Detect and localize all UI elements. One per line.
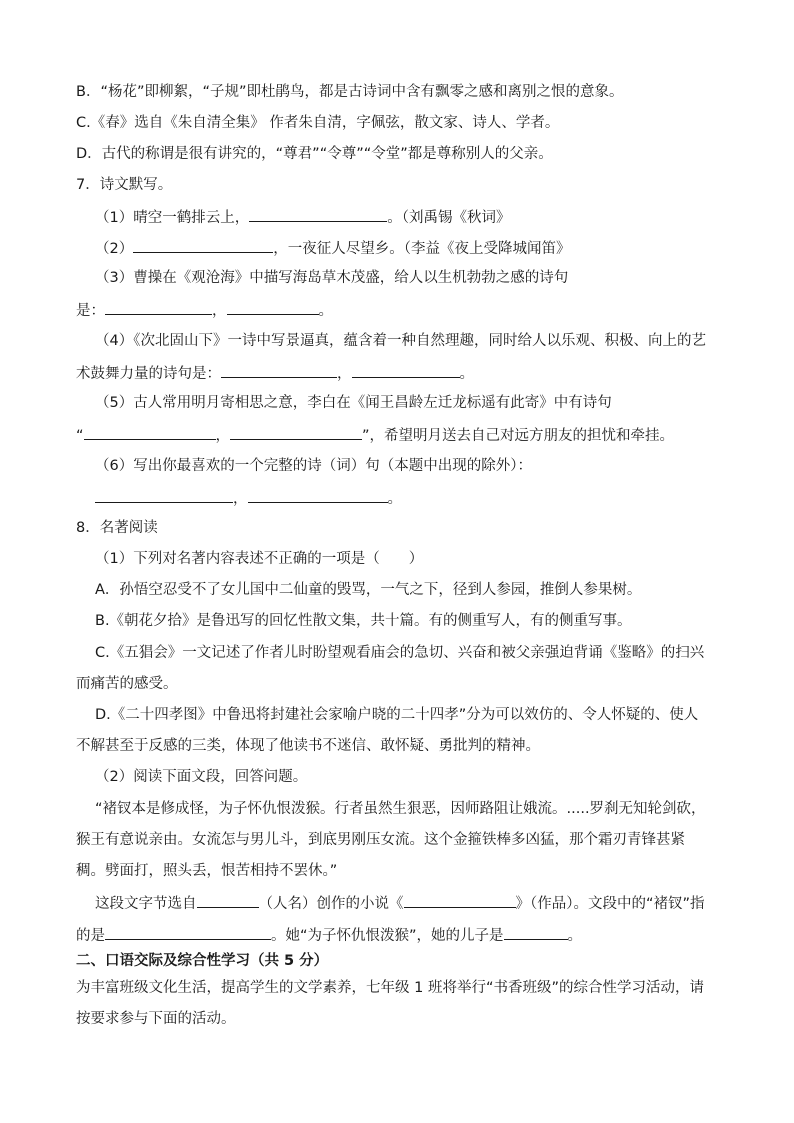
q8-fill-text-4: 的是 <box>76 928 105 944</box>
section-2-heading: 二、口语交际及综合性学习（共 5 分） <box>76 953 329 969</box>
option-b-imagery: B．“杨花”即柳絮，“子规”即杜鹃鸟，都是古诗词中含有飘零之感和离别之恨的意象。 <box>76 84 624 100</box>
answer-blank[interactable] <box>221 362 337 378</box>
question-8-title: 8．名著阅读 <box>76 520 158 536</box>
q8-option-c: C.《五猖会》一文记述了作者儿时盼望观看庙会的急切、兴奋和被父亲强迫背诵《鉴略》的扫兴 <box>95 645 705 661</box>
q8-fill-text-5: 。她“为子怀仇恨泼猴”，她的儿子是 <box>271 928 504 944</box>
q7-item-6-answer <box>95 487 718 509</box>
q7-item-4-answer <box>76 362 718 384</box>
q8-option-d: D.《二十四孝图》中鲁迅将封建社会家喻户晓的二十四孝”分为可以效仿的、令人怀疑的、使人 <box>95 707 699 723</box>
q8-option-a: A．孙悟空忍受不了女儿国中二仙童的毁骂，一气之下，径到人参园，推倒人参果树。 <box>95 582 642 598</box>
q7-4-prefix: 术鼓舞力量的诗句是： <box>76 366 221 382</box>
comma: ， <box>337 366 352 382</box>
q7-2-num: （2） <box>95 241 134 257</box>
answer-blank[interactable] <box>230 424 362 440</box>
q7-1-source: 。（刘禹锡《秋词》 <box>387 210 511 226</box>
q7-item-1 <box>95 206 718 228</box>
answer-blank[interactable] <box>404 892 516 908</box>
answer-blank[interactable] <box>227 299 319 315</box>
q7-1-text: （1）晴空一鹤排云上， <box>95 210 250 226</box>
q7-item-5-answer <box>76 424 718 446</box>
q7-item-2 <box>95 237 718 259</box>
open-quote: “ <box>76 428 84 444</box>
q8-option-c-cont: 而痛苦的感受。 <box>76 676 178 692</box>
q7-item-5: （5）古人常用明月寄相思之意，李白在《闻王昌龄左迁龙标遥有此寄》中有诗句 <box>95 395 612 411</box>
passage-line-3: 稠。劈面打，照头丢，恨苦相持不罢休。” <box>76 863 338 879</box>
option-d-titles: D．古代的称谓是很有讲究的，“尊君”“令尊”“令堂”都是尊称别人的父亲。 <box>76 146 553 162</box>
q7-item-3-answer <box>76 299 718 321</box>
q7-3-prefix: 是： <box>76 303 105 319</box>
q7-item-4: （4）《次北固山下》一诗中写景逼真，蕴含着一种自然理趣，同时给人以乐观、积极、向上的艺 <box>95 333 706 349</box>
comma: ， <box>233 491 248 507</box>
answer-blank[interactable] <box>352 362 460 378</box>
q8-fill-text-2: （人名）创作的小说《 <box>258 896 404 912</box>
comma: ， <box>212 303 227 319</box>
q8-fill-line-1 <box>95 892 718 914</box>
q8-part-2: （2）阅读下面文段，回答问题。 <box>95 769 308 785</box>
q7-item-3: （3）曹操在《观沧海》中描写海岛草木茂盛，给人以生机勃勃之感的诗句 <box>95 270 569 286</box>
answer-blank[interactable] <box>84 424 216 440</box>
question-7-title: 7．诗文默写。 <box>76 177 173 193</box>
answer-blank[interactable] <box>249 206 387 222</box>
section-2-intro: 为丰富班级文化生活，提高学生的文学素养，七年级 1 班将举行“书香班级”的综合性学习活动，请 <box>76 980 704 996</box>
answer-blank[interactable] <box>133 237 273 253</box>
answer-blank[interactable] <box>105 299 212 315</box>
period: 。 <box>387 491 402 507</box>
q8-fill-line-2 <box>76 924 718 946</box>
answer-blank[interactable] <box>504 924 568 940</box>
period: 。 <box>567 928 583 944</box>
answer-blank[interactable] <box>248 487 388 503</box>
answer-blank[interactable] <box>105 924 271 940</box>
q8-option-d-cont: 不解甚至于反感的三类，体现了他读书不迷信、敢怀疑、勇批判的精神。 <box>76 738 540 754</box>
period: 。 <box>318 303 333 319</box>
period: 。 <box>459 366 474 382</box>
option-c-spring: C.《春》选自《朱自清全集》 作者朱自清，字佩弦，散文家、诗人、学者。 <box>76 115 560 131</box>
q8-fill-text-3: 》（作品）。文段中的“褚钗”指 <box>515 896 705 912</box>
q7-2-text: ，一夜征人尽望乡。（李益《夜上受降城闻笛》 <box>273 241 571 257</box>
q7-item-6: （6）写出你最喜欢的一个完整的诗（词）句（本题中出现的除外）： <box>95 458 532 474</box>
answer-blank[interactable] <box>95 487 233 503</box>
section-2-intro-cont: 按要求参与下面的活动。 <box>76 1011 236 1027</box>
q8-fill-text-1: 这段文字节选自 <box>95 896 197 912</box>
q8-part-1: （1）下列对名著内容表述不正确的一项是（ ） <box>95 551 424 567</box>
q8-option-b: B.《朝花夕拾》是鲁迅写的回忆性散文集，共十篇。有的侧重写人，有的侧重写事。 <box>95 613 632 629</box>
answer-blank[interactable] <box>197 892 259 908</box>
q7-5-suffix: ”，希望明月送去自己对远方朋友的担忧和牵挂。 <box>362 428 675 444</box>
passage-line-1: “褚钗本是修成怪，为子怀仇恨泼猴。行者虽然生狠恶，因师路阻让娥流。.....罗刹无知轮剑砍， <box>95 801 706 817</box>
comma: ， <box>215 428 231 444</box>
passage-line-2: 猴王有意说亲由。女流怎与男儿斗，到底男刚压女流。这个金箍铁棒多凶猛，那个霜刃青锋甚紧 <box>76 832 685 848</box>
